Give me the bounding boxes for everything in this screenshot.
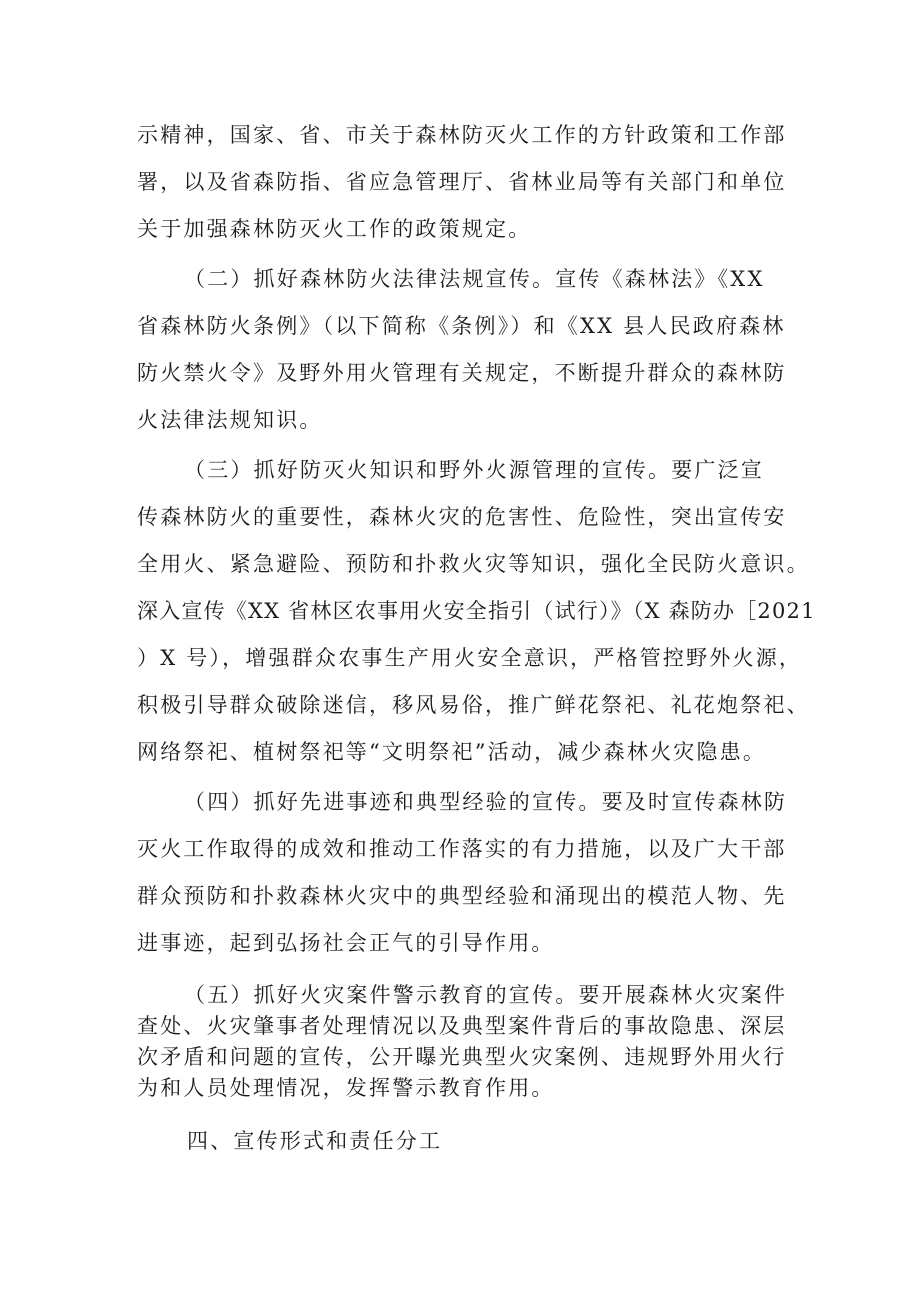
paragraph-line: 次矛盾和问题的宣传，公开曝光典型火灾案例、违规野外用火行	[137, 1045, 787, 1069]
paragraph-line: 署，以及省森防指、省应急管理厅、省林业局等有关部门和单位	[137, 170, 787, 194]
paragraph-line: 火法律法规知识。	[137, 408, 323, 432]
paragraph-line: 进事迹，起到弘扬社会正气的引导作用。	[137, 931, 555, 955]
paragraph-line: 网络祭祀、植树祭祀等“文明祭祀”活动，减少森林火灾隐患。	[137, 740, 767, 764]
paragraph-line: （五）抓好火灾案件警示教育的宣传。要开展森林火灾案件	[184, 983, 788, 1007]
paragraph-line: 示精神，国家、省、市关于森林防灭火工作的方针政策和工作部	[137, 123, 787, 147]
paragraph-line: 全用火、紧急避险、预防和扑救火灾等知识，强化全民防火意识。	[137, 552, 810, 576]
paragraph-line: 省森林防火条例》（以下简称《条例》）和《XX 县人民政府森林	[137, 314, 786, 338]
paragraph-line: 关于加强森林防灭火工作的政策规定。	[137, 217, 532, 241]
paragraph-line: 积极引导群众破除迷信，移风易俗，推广鲜花祭祀、礼花炮祭祀、	[137, 693, 810, 717]
paragraph-line: 为和人员处理情况，发挥警示教育作用。	[137, 1076, 555, 1100]
paragraph-line: （二）抓好森林防火法律法规宣传。宣传《森林法》《XX	[184, 267, 765, 291]
paragraph-line: 深入宣传《XX 省林区农事用火安全指引（试行）》（X 森防办［2021	[137, 599, 816, 623]
paragraph-line: （三）抓好防灭火知识和野外火源管理的宣传。要广泛宣	[184, 458, 764, 482]
paragraph-line: ）X 号），增强群众农事生产用火安全意识，严格管控野外火源，	[137, 646, 803, 670]
paragraph-line: 查处、火灾肇事者处理情况以及典型案件背后的事故隐患、深层	[137, 1014, 787, 1038]
paragraph-line: 防火禁火令》及野外用火管理有关规定，不断提升群众的森林防	[137, 361, 787, 385]
paragraph-line: 传森林防火的重要性，森林火灾的危害性、危险性，突出宣传安	[137, 505, 787, 529]
paragraph-line: 灭火工作取得的成效和推动工作落实的有力措施，以及广大干部	[137, 837, 787, 861]
paragraph-line: （四）抓好先进事迹和典型经验的宣传。要及时宣传森林防	[184, 790, 788, 814]
paragraph-line: 群众预防和扑救森林火灾中的典型经验和涌现出的模范人物、先	[137, 884, 787, 908]
section-heading: 四、宣传形式和责任分工	[187, 1129, 443, 1153]
